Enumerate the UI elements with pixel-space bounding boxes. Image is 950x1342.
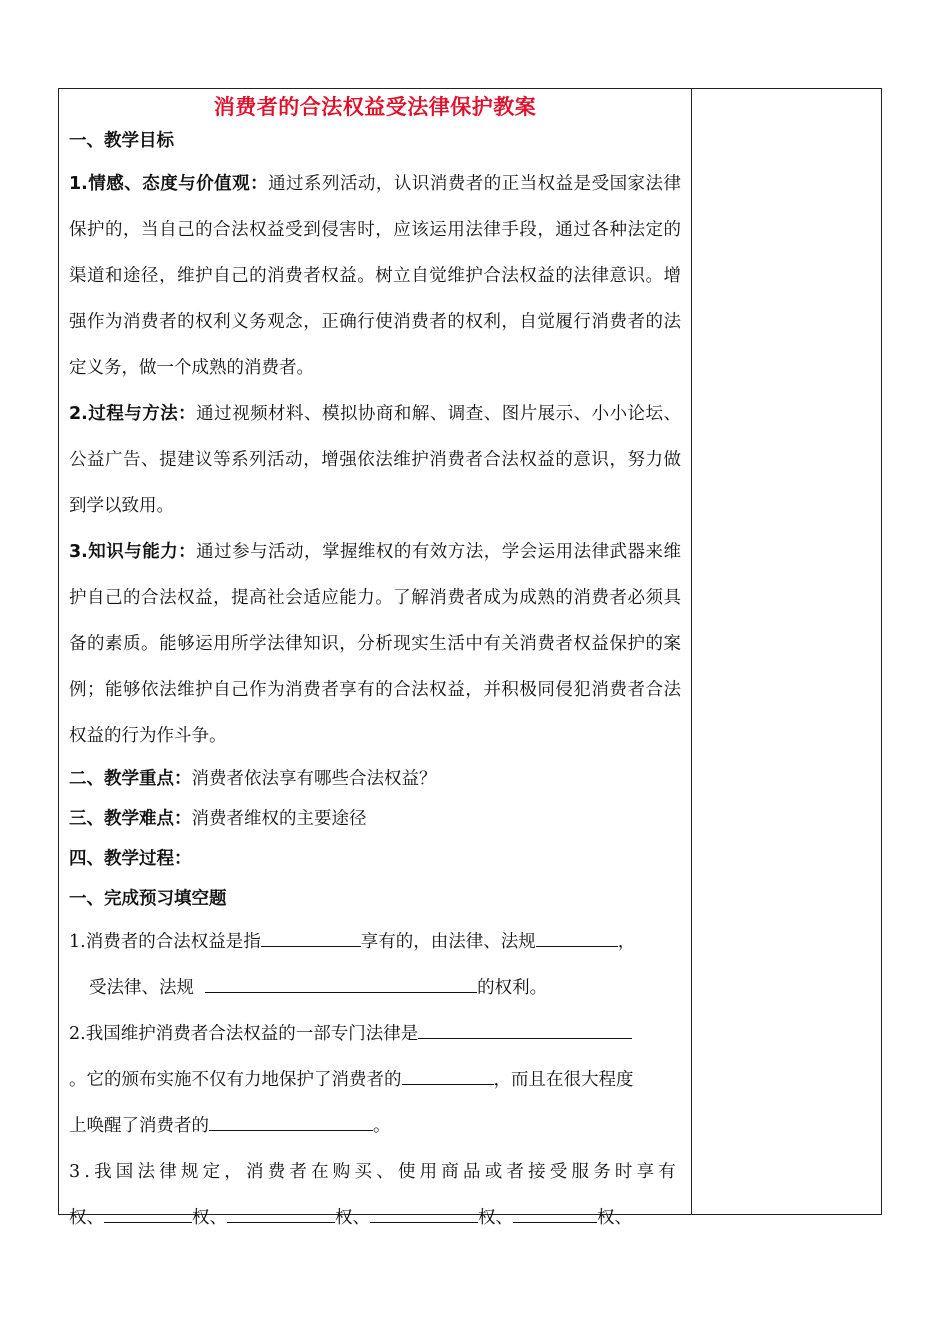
- lesson-plan-table: [58, 88, 882, 1228]
- goal-2-text: 通过视频材料、模拟协商和解、调查、图片展示、小小论坛、公益广告、提建议等系列活动，增强依法维护消费者合法权益的意识，努力做到学以致用。: [69, 404, 682, 516]
- q2-text-e: 。: [373, 1116, 391, 1136]
- question-2: [69, 1011, 681, 1057]
- q1-text-a: 1.消费者的合法权益是指: [69, 932, 261, 952]
- goal-1-text: 通过系列活动，认识消费者的正当权益是受国家法律保护的，当自己的合法权益受到侵害时，应该运用法律手段，通过各种法定的渠道和途径，维护自己的消费者权益。树立自觉维护合法权益的法律意识。增强作为消费者的权利义务观念，正确行使消费者的权利，自觉履行消费者的法定义务，做一个成熟的消费者。: [69, 174, 682, 378]
- goal-1-label: 1.情感、态度与价值观：: [69, 174, 269, 194]
- page-title: 消费者的合法权益受法律保护教案: [213, 95, 537, 119]
- goal-1: [69, 161, 681, 391]
- question-2-cont-2: [69, 1103, 681, 1149]
- difficulty-text: 消费者维权的主要途径: [191, 809, 367, 829]
- question-3-cont: [69, 1195, 681, 1241]
- q3-blank-2[interactable]: [227, 1202, 335, 1223]
- q2-text-d: 上唤醒了消费者的: [69, 1116, 209, 1136]
- column-divider: [691, 89, 692, 1214]
- q2-blank-2[interactable]: [402, 1064, 494, 1085]
- main-column: [69, 89, 681, 1241]
- q1-text-d: 受法律、法规: [89, 978, 194, 998]
- q1-text-b: 享有的，由法律、法规: [360, 932, 536, 952]
- goal-3-text: 通过参与活动，掌握维权的有效方法，学会运用法律武器来维护自己的合法权益，提高社会适应能力。了解消费者成为成熟的消费者必须具备的素质。能够运用所学法律知识，分析现实生活中有关消费者权益保护的案例；能够依法维护自己作为消费者享有的合法权益，并积极同侵犯消费者合法权益的行为作斗争。: [69, 542, 682, 746]
- goal-2-label: 2.过程与方法：: [69, 404, 197, 424]
- q3-text-4: 权、: [478, 1208, 513, 1228]
- q1-blank-3[interactable]: [205, 972, 477, 993]
- goal-3: [69, 529, 681, 759]
- goal-3-label: 3.知识与能力：: [69, 542, 197, 562]
- q2-blank-3[interactable]: [209, 1110, 373, 1131]
- q2-text-a: 2.我国维护消费者合法权益的一部专门法律是: [69, 1024, 419, 1044]
- q3-blank-3[interactable]: [370, 1202, 478, 1223]
- goal-2: [69, 391, 681, 529]
- q3-text-2: 权、: [192, 1208, 227, 1228]
- section-heading-preview: 一、完成预习填空题: [69, 889, 227, 909]
- question-1-cont: [69, 965, 681, 1011]
- difficulty-label: 三、教学难点：: [69, 809, 192, 829]
- question-3: 3.我国法律规定，消费者在购买、使用商品或者接受服务时享有: [69, 1162, 680, 1182]
- q3-text-3: 权、: [335, 1208, 370, 1228]
- q1-text-c: ，: [617, 932, 636, 952]
- q2-text-c: ，而且在很大程度: [493, 1070, 634, 1090]
- q2-blank-1[interactable]: [418, 1018, 632, 1039]
- q1-text-e: 的权利。: [477, 978, 548, 998]
- q1-blank-1[interactable]: [261, 926, 361, 947]
- key-point: [69, 759, 681, 799]
- question-1: [69, 919, 681, 965]
- q2-text-b: 。它的颁布实施不仅有力地保护了消费者的: [69, 1070, 402, 1090]
- q3-blank-4[interactable]: [513, 1202, 597, 1223]
- section-heading-goals: 一、教学目标: [69, 131, 174, 151]
- key-point-text: 消费者依法享有哪些合法权益？: [191, 769, 437, 789]
- q3-text-5: 权、: [597, 1208, 632, 1228]
- q3-blank-1[interactable]: [104, 1202, 192, 1223]
- difficulty: [69, 799, 681, 839]
- q3-text-1: 权、: [69, 1208, 104, 1228]
- q1-blank-2[interactable]: [536, 926, 618, 947]
- question-2-cont: [69, 1057, 681, 1103]
- key-point-label: 二、教学重点：: [69, 769, 192, 789]
- section-heading-process: 四、教学过程：: [69, 849, 192, 869]
